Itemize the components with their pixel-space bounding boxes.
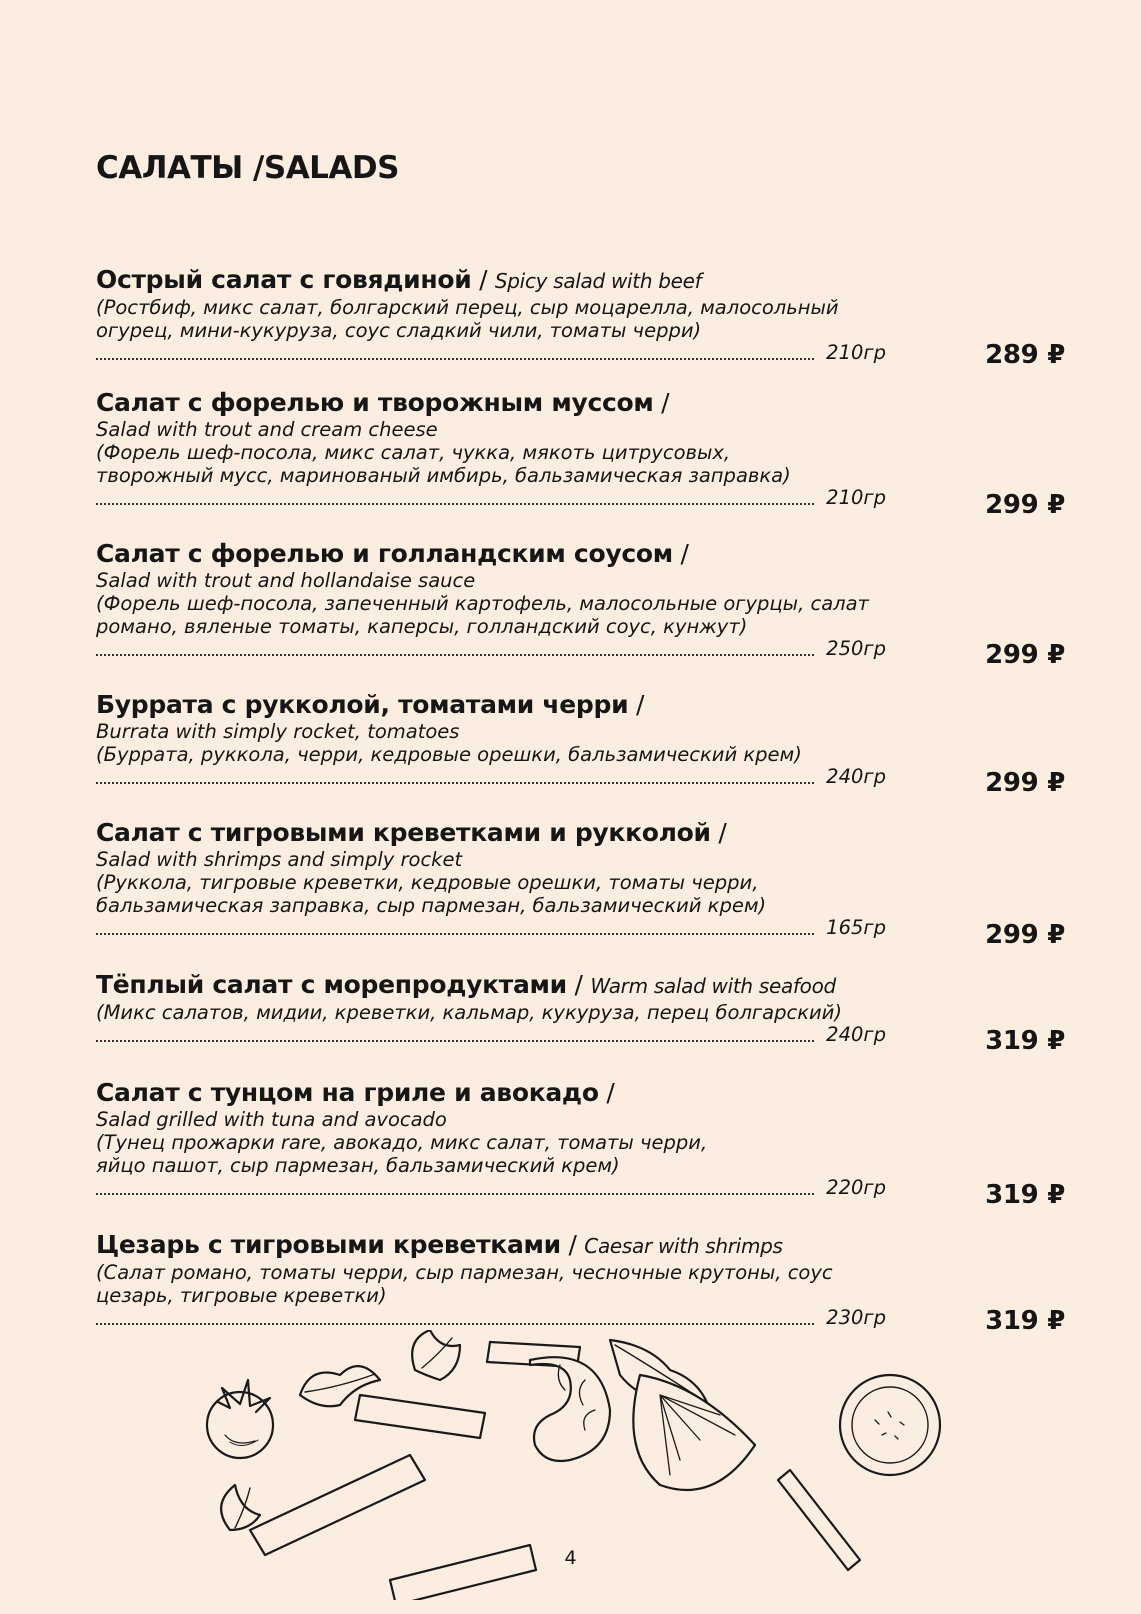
dish-price: 299 ₽ (985, 920, 1065, 950)
menu-item: Салат с тигровыми креветками и рукколой / Salad with shrimps and simply rocket (Руккола, тигровые креветки, кедровые орешки, томаты черри, бальзамическая заправка, сыр пармезан, бальзамический крем) 165гр (96, 818, 1066, 939)
dish-name-ru: Салат с тунцом на гриле и авокадо (96, 1078, 599, 1107)
dish-name-ru: Тёплый салат с морепродуктами (96, 970, 567, 999)
dish-name-ru: Салат с форелью и творожным муссом (96, 388, 654, 417)
dish-name-en: Caesar with shrimps (584, 1234, 783, 1258)
dish-name-en: Salad grilled with tuna and avocado (96, 1108, 447, 1131)
dish-description: (Микс салатов, мидии, креветки, кальмар, кукуруза, перец болгарский) (96, 1001, 842, 1024)
dish-description: яйцо пашот, сыр пармезан, бальзамический крем) (96, 1154, 620, 1177)
dish-weight: 165гр (826, 916, 886, 939)
shrimp-icon (530, 1357, 610, 1461)
dish-price: 299 ₽ (985, 490, 1065, 520)
tomato-icon (207, 1380, 273, 1458)
dish-name-en: Salad with trout and hollandaise sauce (96, 569, 476, 592)
menu-item: Буррата с рукколой, томатами черри / Burrata with simply rocket, tomatoes (Буррата, руккола, черри, кедровые орешки, бальзамический крем) 240гр (96, 690, 1066, 788)
dish-weight: 210гр (826, 341, 886, 364)
cucumber-icon (840, 1375, 940, 1475)
dish-name-en: Warm salad with seafood (590, 974, 836, 998)
dish-name-ru: Салат с тигровыми креветками и рукколой (96, 818, 711, 847)
menu-item: Острый салат с говядиной / Spicy salad with beef (Ростбиф, микс салат, болгарский перец, сыр моцарелла, малосольный огурец, мини-кукуруза, соус сладкий чили, томаты черри) 210гр (96, 265, 1066, 364)
dish-name-ru: Острый салат с говядиной (96, 265, 472, 294)
dish-price: 299 ₽ (985, 640, 1065, 670)
dish-description: огурец, мини-кукуруза, соус сладкий чили, томаты черри) (96, 319, 702, 342)
dish-weight: 240гр (826, 1023, 886, 1046)
page-number: 4 (564, 1547, 577, 1569)
menu-item: Тёплый салат с морепродуктами / Warm salad with seafood (Микс салатов, мидии, креветки, кальмар, кукуруза, перец болгарский) 240гр (96, 970, 1066, 1046)
dish-description: (Салат романо, томаты черри, сыр пармезан, чесночные крутоны, соус (96, 1261, 833, 1284)
dish-price: 299 ₽ (985, 768, 1065, 798)
dish-price: 319 ₽ (985, 1306, 1065, 1336)
dish-name-ru: Цезарь с тигровыми креветками (96, 1230, 561, 1259)
dish-description: (Ростбиф, микс салат, болгарский перец, сыр моцарелла, малосольный (96, 296, 839, 319)
dish-weight: 210гр (826, 486, 886, 509)
dish-description: бальзамическая заправка, сыр пармезан, бальзамический крем) (96, 894, 767, 917)
dish-description: цезарь, тигровые креветки) (96, 1284, 387, 1307)
menu-item: Салат с тунцом на гриле и авокадо / Salad grilled with tuna and avocado (Тунец прожарки rare, авокадо, микс салат, томаты черри, яйцо пашот, сыр пармезан, бальзамический крем) 220гр (96, 1078, 1066, 1199)
section-title: САЛАТЫ /SALADS (96, 150, 399, 186)
dish-weight: 230гр (826, 1306, 886, 1329)
dish-description: (Тунец прожарки rare, авокадо, микс салат, томаты черри, (96, 1131, 708, 1154)
dish-weight: 220гр (826, 1176, 886, 1199)
dish-name-ru: Буррата с рукколой, томатами черри (96, 690, 629, 719)
dish-description: творожный мусс, маринованый имбирь, бальзамическая заправка) (96, 464, 791, 487)
dish-name-ru: Салат с форелью и голландским соусом (96, 539, 673, 568)
dish-weight: 250гр (826, 637, 886, 660)
menu-item: Салат с форелью и творожным муссом / Salad with trout and cream cheese (Форель шеф-посола, микс салат, чукка, мякоть цитрусовых, творожный мусс, маринованый имбирь, бальзамическая заправка) 210гр (96, 388, 1066, 509)
dish-description: романо, вяленые томаты, каперсы, голландский соус, кунжут) (96, 615, 748, 638)
dish-description: (Форель шеф-посола, микс салат, чукка, мякоть цитрусовых, (96, 441, 731, 464)
dish-description: (Буррата, руккола, черри, кедровые орешки, бальзамический крем) (96, 743, 802, 766)
dish-name-en: Salad with shrimps and simply rocket (96, 848, 463, 871)
dish-price: 319 ₽ (985, 1180, 1065, 1210)
dish-description: (Форель шеф-посола, запеченный картофель, малосольные огурцы, салат (96, 592, 869, 615)
dish-price: 289 ₽ (985, 340, 1065, 370)
menu-item: Цезарь с тигровыми креветками / Caesar with shrimps (Салат романо, томаты черри, сыр пармезан, чесночные крутоны, соус цезарь, тигровые креветки) 230гр (96, 1230, 1066, 1329)
dish-price: 319 ₽ (985, 1026, 1065, 1056)
dish-weight: 240гр (826, 765, 886, 788)
menu-item: Салат с форелью и голландским соусом / Salad with trout and hollandaise sauce (Форель шеф-посола, запеченный картофель, малосольные огурцы, салат романо, вяленые томаты, каперсы, голландский соус, кунжут) 250гр (96, 539, 1066, 660)
dish-name-en: Burrata with simply rocket, tomatoes (96, 720, 460, 743)
dish-description: (Руккола, тигровые креветки, кедровые орешки, томаты черри, (96, 871, 759, 894)
dish-name-en: Spicy salad with beef (494, 269, 702, 293)
dish-name-en: Salad with trout and cream cheese (96, 418, 438, 441)
